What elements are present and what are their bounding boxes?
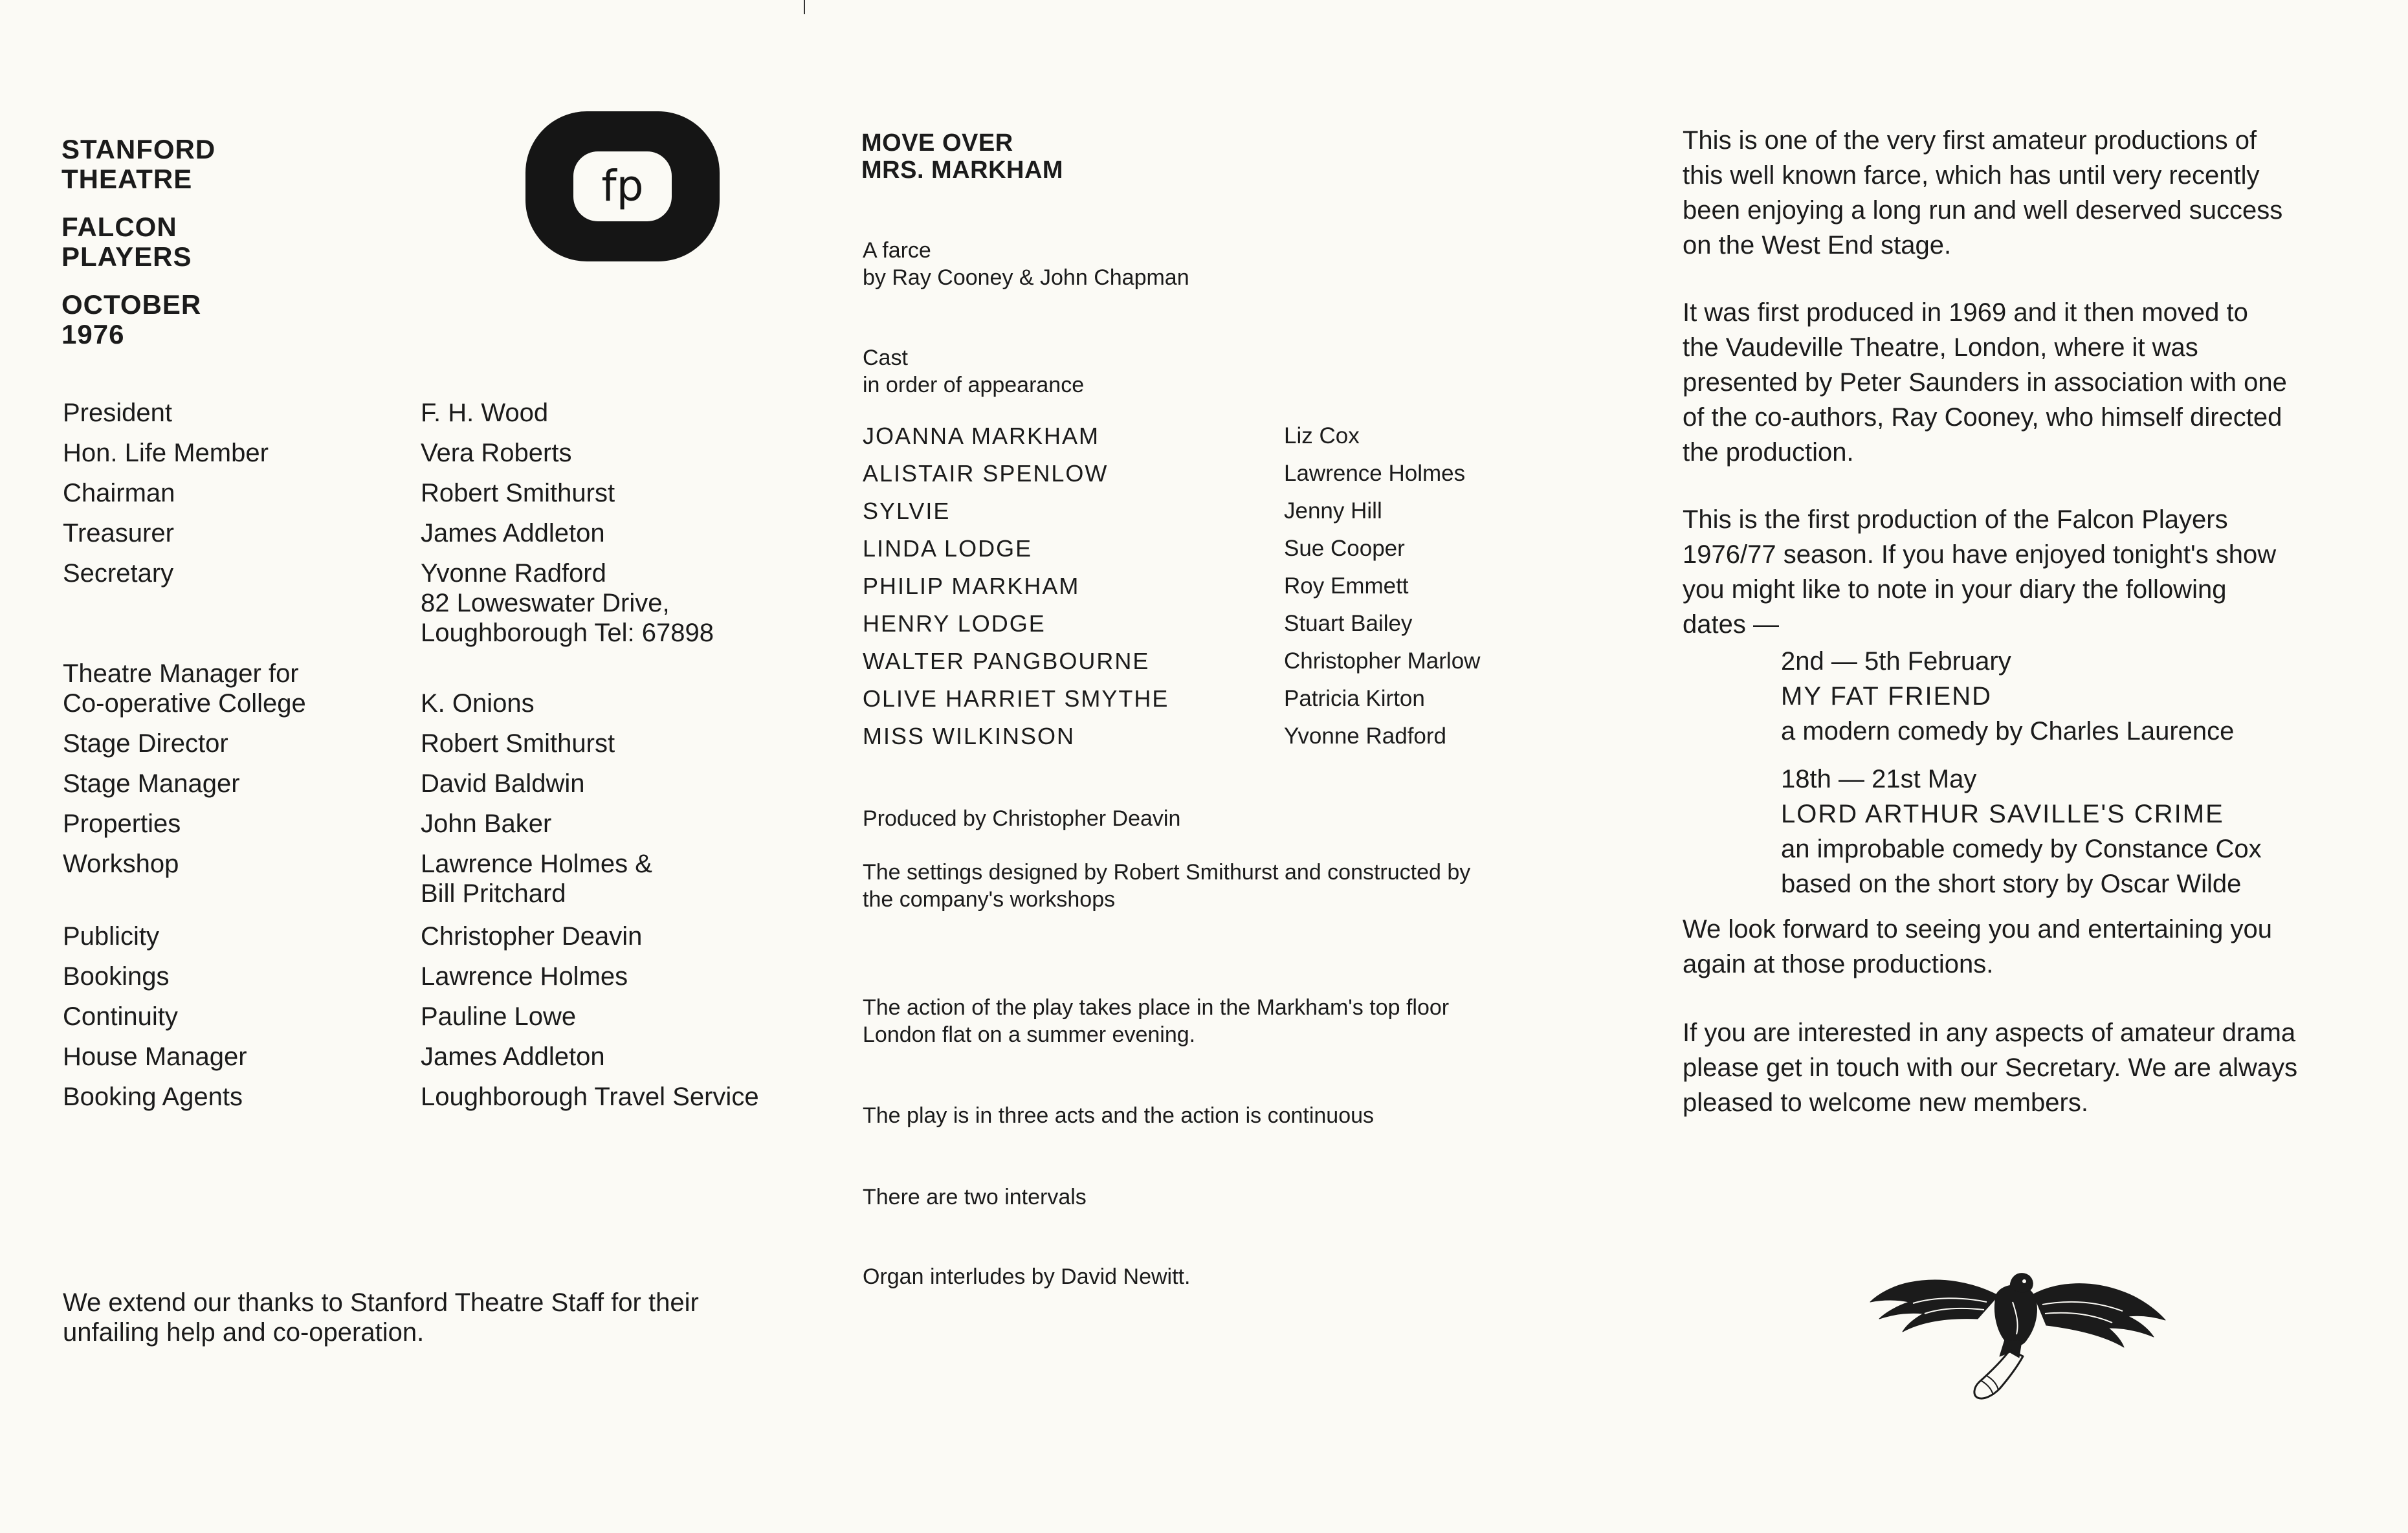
logo-inner	[573, 151, 672, 221]
cast-actor: Christopher Marlow	[1284, 648, 1481, 674]
officer-role: Chairman	[63, 479, 175, 507]
notes-paragraph-3: This is the first production of the Falcon Players 1976/77 season. If you have enjoyed tonight's show you might like to note in your diary the following dates —	[1683, 505, 2277, 639]
cast-actor: Stuart Bailey	[1284, 611, 1413, 636]
cast-actor: Lawrence Holmes	[1284, 461, 1466, 486]
officer-name: Pauline Lowe	[421, 1002, 577, 1031]
notes-paragraph-5: If you are interested in any aspects of amateur drama please get in touch with our Secretary. We are always pleased to welcome new members.	[1683, 1019, 2298, 1117]
event-description: an improbable comedy by Constance Cox based on the short story by Oscar Wilde	[1781, 835, 2262, 898]
officer-role: Hon. Life Member	[63, 439, 269, 467]
cast-actor: Liz Cox	[1284, 423, 1360, 448]
cast-actor: Roy Emmett	[1284, 573, 1409, 599]
cast-role: OLIVE HARRIET SMYTHE	[863, 685, 1169, 712]
notes-paragraph-1: This is one of the very first amateur productions of this well known farce, which has until very recently been enjoying a long run and well deserved success on the West End stage.	[1683, 126, 2283, 259]
officer-name: Robert Smithurst	[421, 479, 615, 507]
officer-name: David Baldwin	[421, 769, 585, 798]
officer-role: House Manager	[63, 1042, 247, 1071]
cast-heading: Cast in order of appearance	[863, 346, 1085, 397]
acts-note: The play is in three acts and the action is continuous	[863, 1103, 1375, 1128]
officer-role: Publicity	[63, 922, 159, 951]
cast-actor: Jenny Hill	[1284, 498, 1382, 524]
officer-name: James Addleton	[421, 1042, 605, 1071]
cast-role: JOANNA MARKHAM	[863, 423, 1100, 449]
programme-date: OCTOBER 1976	[61, 289, 202, 349]
cast-actor: Yvonne Radford	[1284, 723, 1447, 749]
officer-role: Continuity	[63, 1002, 178, 1031]
event-title: MY FAT FRIEND	[1781, 682, 1993, 711]
intervals-note: There are two intervals	[863, 1185, 1087, 1209]
cast-role: HENRY LODGE	[863, 610, 1046, 637]
falcon-players-logo	[525, 111, 720, 261]
officer-name: Vera Roberts	[421, 439, 572, 467]
upcoming-event-1	[1781, 644, 2234, 749]
play-subtitle: A farce by Ray Cooney & John Chapman	[863, 238, 1189, 290]
cast-actor: Sue Cooper	[1284, 536, 1405, 561]
header-block	[61, 135, 215, 349]
cast-role: LINDA LODGE	[863, 535, 1033, 562]
cast-role: ALISTAIR SPENLOW	[863, 460, 1109, 487]
company-name: FALCON PLAYERS	[61, 212, 192, 272]
settings-credit: The settings designed by Robert Smithurst and constructed by the company's workshops	[863, 860, 1471, 912]
officer-name: F. H. Wood	[421, 399, 549, 427]
cast-role: SYLVIE	[863, 498, 951, 524]
officer-role: Properties	[63, 810, 181, 838]
officer-role: Workshop	[63, 850, 179, 878]
falcon-icon	[1864, 1242, 2174, 1404]
action-setting: The action of the play takes place in the Markham's top floor London flat on a summer evening.	[863, 995, 1450, 1047]
event-dates: 2nd — 5th February	[1781, 647, 2011, 676]
officer-role: Stage Director	[63, 729, 228, 758]
thanks-note: We extend our thanks to Stanford Theatre Staff for their unfailing help and co-operation.	[63, 1288, 699, 1347]
produced-by: Produced by Christopher Deavin	[863, 806, 1181, 831]
officer-role: Stage Manager	[63, 769, 240, 798]
cast-actor: Patricia Kirton	[1284, 686, 1425, 711]
officer-role: President	[63, 399, 172, 427]
officer-name: Loughborough Travel Service	[421, 1083, 759, 1111]
upcoming-event-2	[1781, 762, 2262, 901]
event-dates: 18th — 21st May	[1781, 765, 1977, 793]
officer-name: James Addleton	[421, 519, 605, 547]
cast-role: PHILIP MARKHAM	[863, 573, 1080, 599]
officer-role: Theatre Manager for Co-operative College	[63, 659, 306, 718]
page-fold-mark	[804, 0, 805, 14]
notes-paragraph-4: We look forward to seeing you and entertaining you again at those productions.	[1683, 915, 2272, 978]
event-title: LORD ARTHUR SAVILLE'S CRIME	[1781, 800, 2224, 828]
officer-name: Robert Smithurst	[421, 729, 615, 758]
officer-name: Christopher Deavin	[421, 922, 643, 951]
officer-name: Lawrence Holmes	[421, 962, 628, 991]
officer-name: John Baker	[421, 810, 552, 838]
officer-role: Treasurer	[63, 519, 174, 547]
organ-note: Organ interludes by David Newitt.	[863, 1264, 1191, 1289]
play-title: MOVE OVER MRS. MARKHAM	[861, 129, 1064, 184]
theatre-name: STANFORD THEATRE	[61, 134, 216, 194]
event-description: a modern comedy by Charles Laurence	[1781, 717, 2235, 745]
officer-role: Bookings	[63, 962, 170, 991]
officer-name: K. Onions	[421, 689, 535, 718]
cast-role: WALTER PANGBOURNE	[863, 648, 1150, 674]
logo-monogram: fp	[601, 161, 644, 211]
officer-role: Booking Agents	[63, 1083, 243, 1111]
officer-name: Yvonne Radford 82 Loweswater Drive, Loughborough Tel: 67898	[421, 559, 714, 647]
cast-role: MISS WILKINSON	[863, 723, 1076, 749]
officer-role: Secretary	[63, 559, 174, 588]
notes-paragraph-2: It was first produced in 1969 and it then moved to the Vaudeville Theatre, London, where it was presented by Peter Saunders in association with one of the co-authors, Ray Cooney, who himself directed the production.	[1683, 298, 2287, 467]
officer-name: Lawrence Holmes & Bill Pritchard	[421, 850, 652, 908]
